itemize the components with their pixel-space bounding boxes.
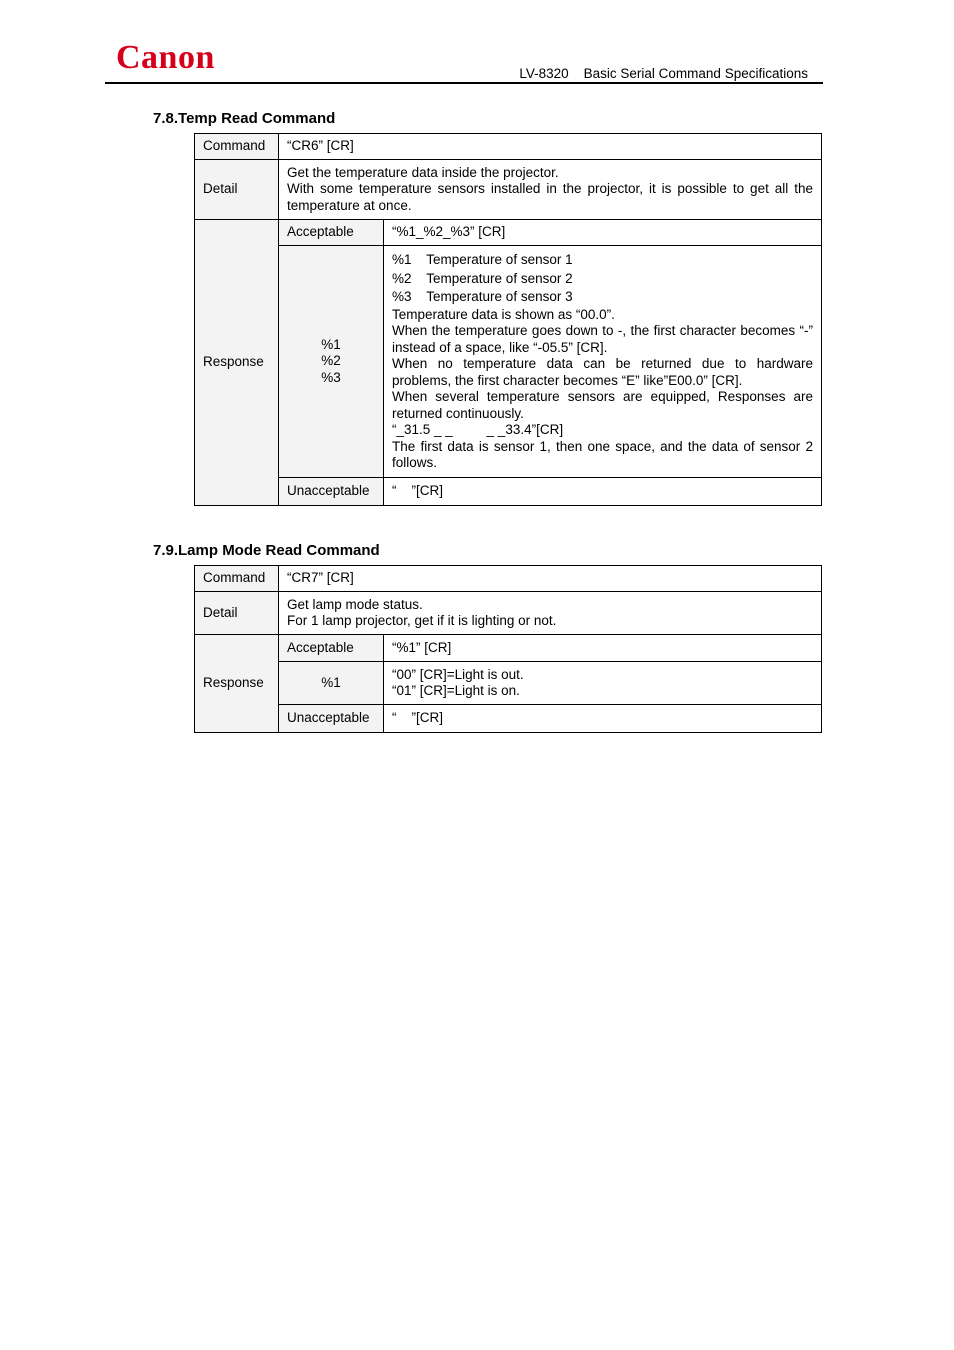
unacceptable-label: Unacceptable [279, 705, 384, 733]
detail-value [279, 160, 822, 220]
detail-value [279, 592, 822, 635]
parameter-description [384, 662, 822, 705]
temp-read-command-table [194, 133, 822, 506]
description-line: “_31.5 _ _ _ _33.4”[CR] [392, 422, 564, 438]
detail-label: Detail [195, 592, 279, 635]
canon-logo: Canon [116, 39, 215, 76]
parameter-names [279, 246, 384, 478]
unacceptable-label: Unacceptable [279, 478, 384, 506]
response-label: Response [195, 220, 279, 506]
detail-line: Get the temperature data inside the projector. [287, 164, 559, 180]
unacceptable-value: “ ”[CR] [384, 705, 822, 733]
description-line: “01” [CR]=Light is on. [392, 683, 520, 698]
description-line: %3 Temperature of sensor 3 [392, 289, 573, 305]
header-divider [105, 82, 823, 84]
detail-label: Detail [195, 160, 279, 220]
document-title: LV-8320 Basic Serial Command Specifications [519, 66, 808, 81]
description-line: When the temperature goes down to -, the first character becomes “-” instead of a space, like “-05.5” [CR]. [392, 323, 813, 355]
acceptable-label: Acceptable [279, 220, 384, 246]
acceptable-label: Acceptable [279, 635, 384, 662]
command-label: Command [195, 566, 279, 592]
description-line: The first data is sensor 1, then one space, and the data of sensor 2 follows. [392, 438, 813, 471]
parameter-names [279, 662, 384, 705]
parameter-name: %1 [321, 674, 341, 690]
unacceptable-value: “ ”[CR] [384, 478, 822, 506]
lamp-mode-command-table [194, 565, 822, 733]
description-line: %2 Temperature of sensor 2 [392, 270, 573, 286]
description-line: “00” [CR]=Light is out. [392, 666, 524, 682]
parameter-name: %3 [321, 369, 341, 385]
detail-line: Get lamp mode status. [287, 596, 423, 612]
description-line: When several temperature sensors are equipped, Responses are returned continuously. [392, 389, 813, 421]
response-label: Response [195, 635, 279, 733]
description-line: %1 Temperature of sensor 1 [392, 252, 573, 268]
description-line: Temperature data is shown as “00.0”. [392, 306, 615, 322]
section-title-lamp-mode-read: 7.9.Lamp Mode Read Command [153, 542, 380, 559]
section-title-temp-read: 7.8.Temp Read Command [153, 110, 336, 127]
description-line: When no temperature data can be returned due to hardware problems, the first character becomes “E” like”E00.0” [CR]. [392, 356, 813, 388]
command-label: Command [195, 134, 279, 160]
detail-line: For 1 lamp projector, get if it is lighting or not. [287, 613, 557, 628]
acceptable-value: “%1_%2_%3” [CR] [384, 220, 822, 246]
parameter-name: %1 [321, 336, 341, 352]
detail-line: With some temperature sensors installed in the projector, it is possible to get all the temperature at once. [287, 181, 813, 213]
parameter-name: %2 [321, 353, 341, 369]
command-value: “CR7” [CR] [279, 566, 822, 592]
command-value: “CR6” [CR] [279, 134, 822, 160]
parameter-description [384, 246, 822, 478]
acceptable-value: “%1” [CR] [384, 635, 822, 662]
